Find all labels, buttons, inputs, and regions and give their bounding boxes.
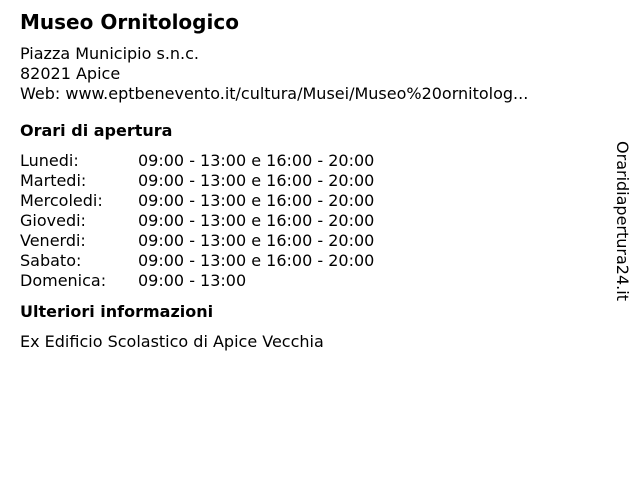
site-watermark: Oraridiapertura24.it xyxy=(613,141,632,301)
hours-day: Giovedi: xyxy=(20,211,86,230)
opening-hours-heading: Orari di apertura xyxy=(20,121,173,140)
additional-info-text: Ex Edificio Scolastico di Apice Vecchia xyxy=(20,332,324,351)
hours-time: 09:00 - 13:00 xyxy=(138,271,247,290)
hours-time: 09:00 - 13:00 e 16:00 - 20:00 xyxy=(138,251,375,270)
hours-time: 09:00 - 13:00 e 16:00 - 20:00 xyxy=(138,231,375,250)
hours-day: Domenica: xyxy=(20,271,107,290)
hours-time: 09:00 - 13:00 e 16:00 - 20:00 xyxy=(138,171,375,190)
hours-time: 09:00 - 13:00 e 16:00 - 20:00 xyxy=(138,151,375,170)
website-link[interactable]: Web: www.eptbenevento.it/cultura/Musei/Museo%20ornitolog... xyxy=(20,84,529,103)
hours-day: Lunedi: xyxy=(20,151,79,170)
hours-day: Venerdi: xyxy=(20,231,86,250)
museum-info-card xyxy=(20,8,600,352)
hours-row-martedi xyxy=(20,171,600,191)
hours-row-domenica xyxy=(20,271,600,291)
address-block xyxy=(20,44,600,104)
hours-time: 09:00 - 13:00 e 16:00 - 20:00 xyxy=(138,191,375,210)
hours-row-sabato xyxy=(20,251,600,271)
hours-row-giovedi xyxy=(20,211,600,231)
address-city: 82021 Apice xyxy=(20,64,121,83)
hours-day: Sabato: xyxy=(20,251,82,270)
hours-row-mercoledi xyxy=(20,191,600,211)
hours-day: Mercoledi: xyxy=(20,191,103,210)
hours-time: 09:00 - 13:00 e 16:00 - 20:00 xyxy=(138,211,375,230)
additional-info-heading: Ulteriori informazioni xyxy=(20,302,214,321)
page-title: Museo Ornitologico xyxy=(20,10,239,34)
hours-row-venerdi xyxy=(20,231,600,251)
hours-row-lunedi xyxy=(20,151,600,171)
opening-hours-list xyxy=(20,151,600,291)
address-street: Piazza Municipio s.n.c. xyxy=(20,44,200,63)
hours-day: Martedi: xyxy=(20,171,87,190)
